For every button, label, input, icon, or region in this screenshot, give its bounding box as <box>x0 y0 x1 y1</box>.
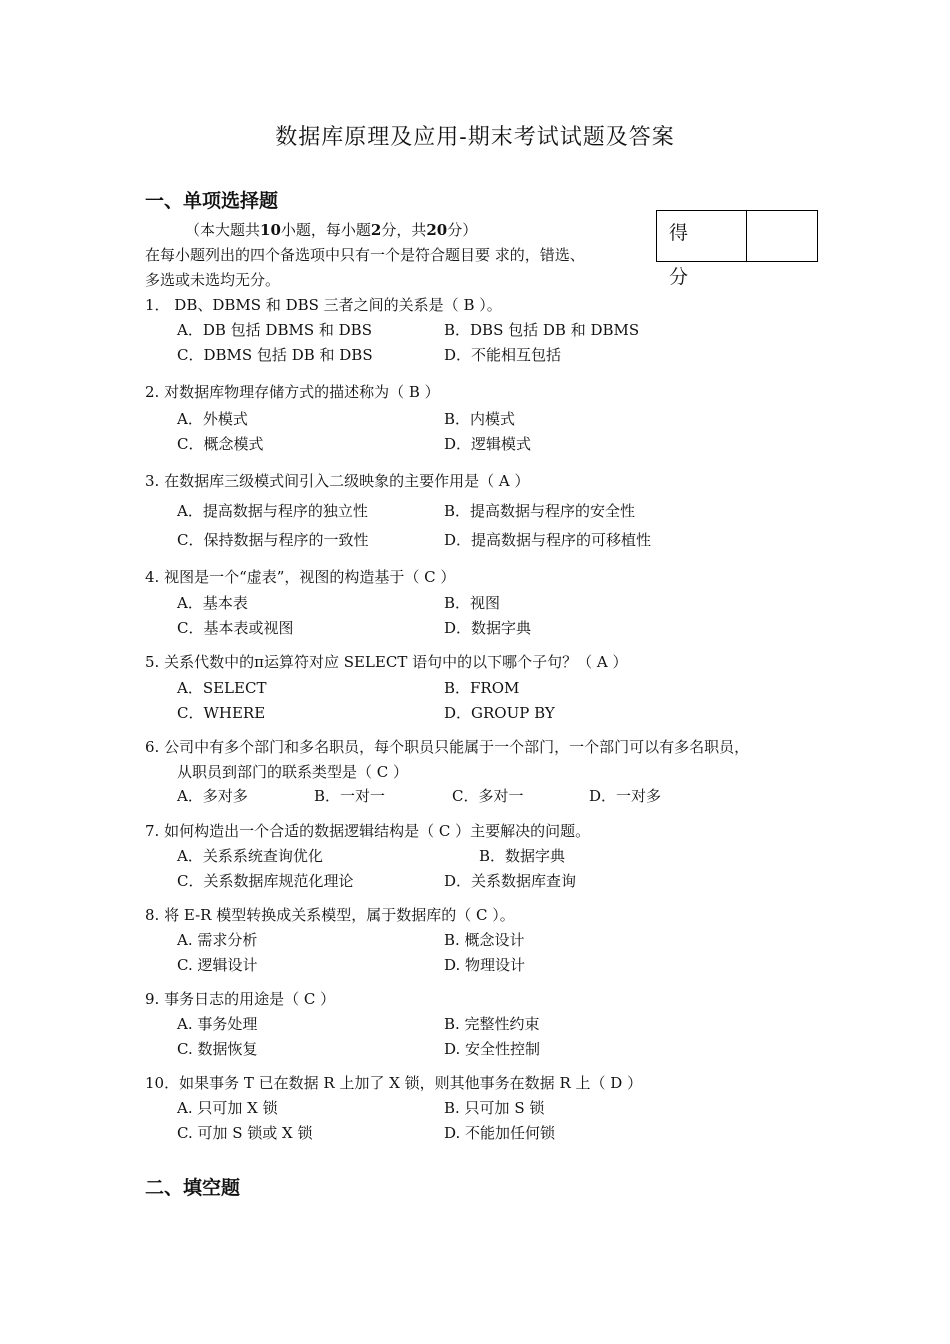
option-8c: C. 逻辑设计 <box>177 956 258 974</box>
note-text: 小题，每小题 <box>280 221 371 239</box>
option-2c: C．概念模式 <box>177 435 264 453</box>
option-4c: C．基本表或视图 <box>177 619 294 637</box>
option-3d: D．提高数据与程序的可移植性 <box>444 531 652 549</box>
option-4b: B．视图 <box>444 594 501 612</box>
option-5b: B．FROM <box>444 679 520 697</box>
option-7c: C．关系数据库规范化理论 <box>177 872 354 890</box>
score-table <box>656 210 818 288</box>
question-8: 8. 将 E-R 模型转换成关系模型，属于数据库的（ C ）。 <box>145 906 515 924</box>
section-note <box>185 219 477 240</box>
note-number: 10 <box>260 221 281 239</box>
note-number: 2 <box>370 221 382 239</box>
option-1b: B．DBS 包括 DB 和 DBMS <box>444 321 640 339</box>
option-8a: A. 需求分析 <box>177 931 258 949</box>
option-2b: B．内模式 <box>444 410 516 428</box>
option-3b: B．提高数据与程序的安全性 <box>444 502 636 520</box>
score-cell <box>748 211 816 261</box>
option-3a: A．提高数据与程序的独立性 <box>177 502 368 520</box>
question-5: 5. 关系代数中的π运算符对应 SELECT 语句中的以下哪个子句？（ A ） <box>145 653 628 671</box>
option-10a: A. 只可加 X 锁 <box>177 1099 278 1117</box>
option-7b: B．数据字典 <box>479 847 566 865</box>
option-8d: D. 物理设计 <box>444 956 526 974</box>
option-10d: D. 不能加任何锁 <box>444 1124 556 1142</box>
question-7: 7. 如何构造出一个合适的数据逻辑结构是（ C ）主要解决的问题。 <box>145 822 591 840</box>
option-10c: C. 可加 S 锁或 X 锁 <box>177 1124 313 1142</box>
option-9d: D. 安全性控制 <box>444 1040 541 1058</box>
option-10b: B. 只可加 S 锁 <box>444 1099 545 1117</box>
question-6: 6. 公司中有多个部门和多名职员，每个职员只能属于一个部门，一个部门可以有多名职员， <box>145 738 750 756</box>
question-3: 3. 在数据库三级模式间引入二级映象的主要作用是（ A ） <box>145 472 530 490</box>
page-title: 数据库原理及应用-期末考试试题及答案 <box>275 125 675 150</box>
option-4a: A．基本表 <box>177 594 248 612</box>
instruction-line-1: 在每小题列出的四个备选项中只有一个是符合题目要 求的，错选、 <box>145 246 585 264</box>
option-2a: A．外模式 <box>177 410 248 428</box>
question-2: 2. 对数据库物理存储方式的描述称为（ B ） <box>145 383 440 401</box>
option-5c: C．WHERE <box>177 704 266 722</box>
option-9a: A. 事务处理 <box>177 1015 258 1033</box>
option-6d: D．一对多 <box>589 787 662 805</box>
note-text: （本大题共 <box>185 221 261 239</box>
option-3c: C．保持数据与程序的一致性 <box>177 531 369 549</box>
note-number: 20 <box>426 221 448 239</box>
question-1: 1． DB、DBMS 和 DBS 三者之间的关系是（ B ）。 <box>145 296 502 314</box>
option-7a: A．关系系统查询优化 <box>177 847 323 865</box>
section-heading-fill-in: 二、填空题 <box>145 1177 241 1199</box>
question-9: 9. 事务日志的用途是（ C ） <box>145 990 336 1008</box>
option-2d: D．逻辑模式 <box>444 435 532 453</box>
option-6a: A．多对多 <box>177 787 248 805</box>
option-5a: A．SELECT <box>177 679 267 697</box>
instruction-line-2: 多选或未选均无分。 <box>145 271 281 289</box>
option-5d: D．GROUP BY <box>444 704 555 722</box>
option-4d: D．数据字典 <box>444 619 532 637</box>
option-9b: B. 完整性约束 <box>444 1015 540 1033</box>
option-9c: C. 数据恢复 <box>177 1040 258 1058</box>
option-1d: D．不能相互包括 <box>444 346 562 364</box>
option-1a: A．DB 包括 DBMS 和 DBS <box>177 321 372 339</box>
question-4: 4. 视图是一个“虚表”，视图的构造基于（ C ） <box>145 568 456 586</box>
note-text: 分） <box>447 221 478 239</box>
note-text: 分，共 <box>381 221 427 239</box>
option-1c: C．DBMS 包括 DB 和 DBS <box>177 346 373 364</box>
score-label: 得 分 <box>657 211 747 261</box>
option-8b: B. 概念设计 <box>444 931 525 949</box>
option-7d: D．关系数据库查询 <box>444 872 577 890</box>
section-heading-single-choice: 一、单项选择题 <box>145 190 279 212</box>
question-10: 10．如果事务 T 已在数据 R 上加了 X 锁，则其他事务在数据 R 上（ D ） <box>145 1074 643 1092</box>
option-6b: B．一对一 <box>314 787 386 805</box>
question-6-line-2: 从职员到部门的联系类型是（ C ） <box>177 763 409 781</box>
option-6c: C．多对一 <box>452 787 524 805</box>
